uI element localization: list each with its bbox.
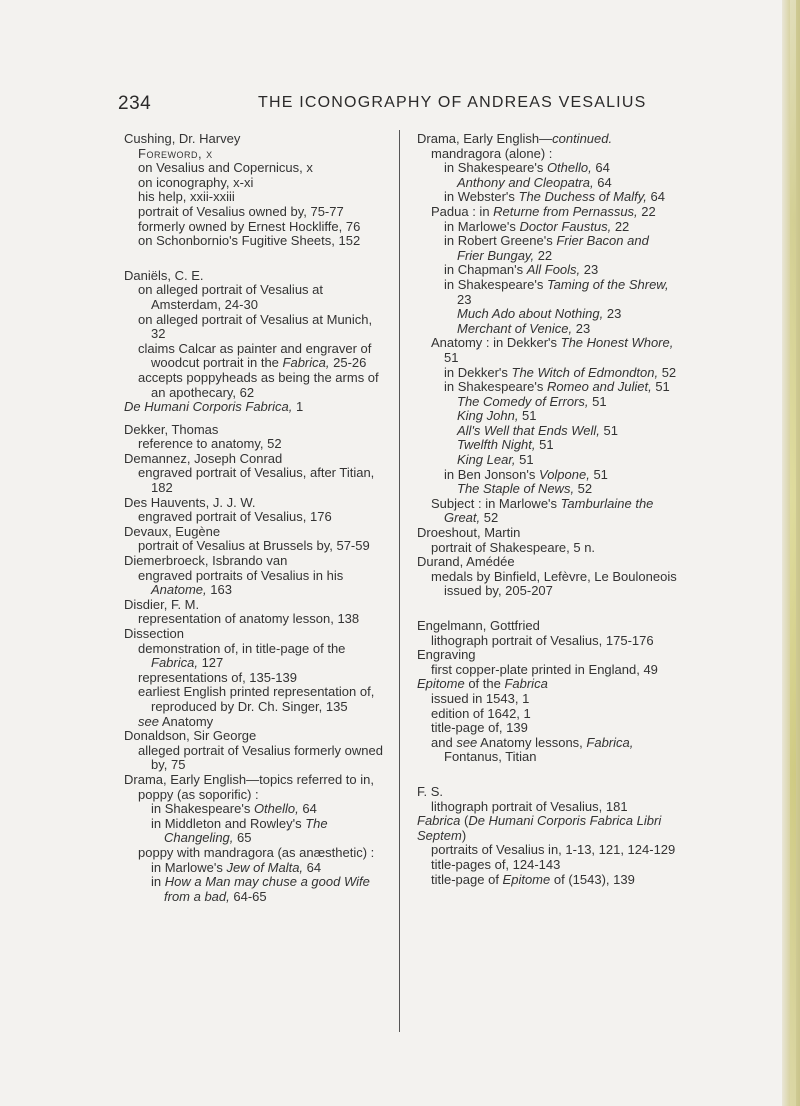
entry-text: earliest English printed representation of, reproduced by Dr. Ch. Singer, 135	[138, 684, 375, 714]
entry-text: 52	[658, 364, 677, 380]
index-subentry	[417, 366, 679, 381]
entry-text: his help, xxii-xxiii	[138, 189, 235, 205]
index-subentry	[124, 642, 386, 671]
index-heading	[124, 132, 386, 147]
entry-text: 52	[574, 481, 593, 497]
italic-text: All's Well that Ends Well,	[457, 422, 600, 438]
entry-text: Dekker, Thomas	[124, 421, 219, 437]
italic-text: Taming of the Shrew,	[546, 276, 669, 292]
entry-text: 51	[444, 349, 459, 365]
index-subentry	[417, 843, 679, 858]
index-subentry	[417, 497, 679, 526]
entry-text: in Marlowe's	[151, 859, 227, 875]
index-heading	[124, 423, 386, 438]
index-subentry	[124, 176, 386, 191]
index-heading	[124, 554, 386, 569]
index-heading	[417, 814, 679, 843]
italic-text: De Humani Corporis Fabrica,	[124, 399, 293, 415]
entry-text: Demannez, Joseph Conrad	[124, 450, 283, 466]
index-heading	[124, 773, 386, 788]
entry-text: on Schonbornio's Fugitive Sheets, 152	[138, 233, 361, 249]
entry-text: engraved portrait of Vesalius, 176	[138, 509, 332, 525]
entry-text: engraved portrait of Vesalius, after Titian, 182	[138, 465, 375, 496]
italic-text: Twelfth Night,	[457, 437, 536, 453]
entry-text: claims Calcar as painter and engraver of woodcut portrait in the	[138, 340, 372, 371]
entry-text: Donaldson, Sir George	[124, 728, 257, 744]
italic-text: Fabrica	[417, 813, 461, 829]
entry-text: Des Hauvents, J. J. W.	[124, 494, 256, 510]
entry-text: reference to anatomy, 52	[138, 436, 282, 452]
index-heading	[124, 598, 386, 613]
entry-text: 23	[457, 291, 472, 307]
entry-text: on iconography, x-xi	[138, 174, 254, 190]
entry-text: 64-65	[229, 888, 267, 904]
italic-text: Fabrica,	[151, 655, 198, 671]
index-heading	[124, 400, 386, 415]
index-subentry	[417, 161, 679, 176]
index-subentry	[417, 278, 679, 307]
index-subentry	[124, 313, 386, 342]
page-edge-stripe	[790, 0, 796, 1106]
index-subentry	[124, 817, 386, 846]
entry-text: Padua : in	[431, 203, 494, 219]
entry-text: portrait of Vesalius owned by, 75-77	[138, 203, 344, 219]
entry-text: title-page of	[431, 871, 503, 887]
index-subentry	[417, 380, 679, 395]
index-subentry	[124, 342, 386, 371]
index-heading	[417, 619, 679, 634]
entry-text: 52	[480, 510, 499, 526]
index-subentry	[124, 205, 386, 220]
index-heading	[417, 785, 679, 800]
entry-text: on alleged portrait of Vesalius at Amsterdam, 24-30	[138, 282, 324, 312]
entry-text: Foreword, x	[138, 145, 213, 161]
index-subentry	[417, 707, 679, 722]
italic-text: Volpone,	[539, 466, 590, 482]
entry-text: 51	[588, 393, 607, 409]
entry-text: 64	[591, 160, 610, 176]
entry-text: representations of, 135-139	[138, 669, 297, 685]
entry-text: issued in 1543, 1	[431, 690, 530, 706]
italic-text: Doctor Faustus,	[519, 218, 612, 234]
entry-text: in	[151, 874, 165, 890]
entry-text: 51	[599, 422, 618, 438]
entry-text: title-page of, 139	[431, 720, 528, 736]
index-subentry	[124, 234, 386, 249]
entry-text: in Shakespeare's	[151, 801, 254, 817]
entry-text: poppy (as soporific) :	[138, 786, 259, 802]
page-header	[118, 91, 758, 119]
index-subentry	[417, 692, 679, 707]
entry-text: Disdier, F. M.	[124, 596, 200, 612]
italic-text: Tamburlaine the Great,	[444, 495, 654, 526]
entry-text: 1	[292, 399, 304, 415]
index-subentry	[417, 395, 679, 410]
index-subentry	[124, 283, 386, 312]
entry-text: 65	[233, 830, 252, 846]
italic-text: Fabrica,	[586, 734, 634, 750]
index-subentry	[124, 715, 386, 730]
entry-text: Anatomy	[158, 713, 214, 729]
index-subentry	[417, 263, 679, 278]
index-subentry	[417, 438, 679, 453]
index-subentry	[124, 147, 386, 162]
index-subentry	[417, 858, 679, 873]
index-subentry	[417, 234, 679, 263]
entry-text: on alleged portrait of Vesalius at Munich, 32	[138, 311, 373, 342]
index-subentry	[124, 190, 386, 205]
entry-text: 25-26	[329, 355, 367, 371]
entry-text: Drama, Early English—topics referred to in,	[124, 771, 374, 787]
index-subentry	[124, 846, 386, 861]
page-number: 234	[118, 93, 152, 114]
index-subentry	[417, 176, 679, 191]
italic-text: Jew of Malta,	[226, 859, 304, 875]
entry-text: in Shakespeare's	[444, 276, 547, 292]
index-heading	[124, 452, 386, 467]
index-subentry	[124, 466, 386, 495]
italic-text: Fabrica	[504, 676, 548, 692]
italic-text: Othello,	[253, 801, 299, 817]
entry-text: Fontanus, Titian	[444, 749, 537, 765]
entry-text: of (1543), 139	[550, 871, 635, 887]
index-subentry	[124, 569, 386, 598]
index-subentry	[417, 424, 679, 439]
italic-text: Romeo and Juliet,	[546, 379, 652, 395]
index-subentry	[417, 468, 679, 483]
entry-text: 64	[303, 859, 322, 875]
entry-text: in Webster's	[444, 189, 519, 205]
index-heading	[124, 525, 386, 540]
entry-text: mandragora (alone) :	[431, 145, 553, 161]
entry-text: portraits of Vesalius in, 1-13, 121, 124-129	[431, 842, 676, 858]
italic-text: How a Man may chuse a good Wife from a bad,	[164, 874, 370, 904]
italic-text: Merchant of Venice,	[457, 320, 573, 336]
index-subentry	[124, 875, 386, 904]
entry-text: 22	[534, 247, 553, 263]
index-heading	[124, 627, 386, 642]
italic-text: Much Ado about Nothing,	[457, 306, 604, 322]
entry-text: 23	[603, 306, 622, 322]
entry-text: 163	[206, 582, 232, 598]
index-subentry	[417, 147, 679, 162]
index-column-right	[417, 132, 679, 887]
entry-text: F. S.	[417, 783, 444, 799]
index-subentry	[417, 482, 679, 497]
entry-text: Droeshout, Martin	[417, 525, 521, 541]
entry-text: Daniëls, C. E.	[124, 267, 204, 283]
italic-text: Epitome	[417, 676, 465, 692]
entry-text: )	[461, 827, 467, 843]
entry-text: Dissection	[124, 626, 184, 641]
italic-text: Anatome,	[151, 582, 207, 598]
italic-text: The Staple of News,	[457, 481, 575, 497]
entry-text: 51	[535, 437, 554, 453]
index-subentry	[417, 800, 679, 815]
entry-text: 64	[298, 801, 317, 817]
entry-text: medals by Binfield, Lefèvre, Le Bouloneois issued by, 205-207	[431, 568, 677, 599]
index-subentry	[124, 861, 386, 876]
entry-text: Anatomy : in Dekker's	[431, 335, 561, 351]
index-subentry	[417, 541, 679, 556]
entry-text: in Ben Jonson's	[444, 466, 539, 482]
italic-text: Anthony and Cleopatra,	[457, 174, 594, 190]
entry-text: lithograph portrait of Vesalius, 181	[431, 798, 628, 814]
entry-text: in Robert Greene's	[444, 233, 557, 249]
entry-text: 51	[515, 452, 534, 468]
entry-text: in Shakespeare's	[444, 160, 547, 176]
italic-text: Frier Bacon and Frier Bungay,	[457, 233, 649, 263]
entry-text: first copper-plate printed in England, 49	[431, 661, 658, 677]
index-heading	[417, 132, 679, 147]
italic-text: see	[138, 713, 159, 729]
italic-text: King Lear,	[457, 452, 516, 468]
column-divider	[399, 130, 400, 1032]
entry-text: 23	[580, 262, 599, 278]
italic-text: Fabrica,	[282, 355, 330, 371]
entry-text: 22	[637, 203, 656, 219]
index-subentry	[417, 634, 679, 649]
italic-text: The Witch of Edmondton,	[511, 364, 659, 380]
index-subentry	[417, 190, 679, 205]
italic-text: The Duchess of Malfy,	[518, 189, 647, 205]
index-subentry	[417, 307, 679, 322]
italic-text: The Comedy of Errors,	[457, 393, 589, 409]
italic-text: De Humani Corporis Fabrica Libri Septem	[417, 813, 662, 843]
index-subentry	[417, 409, 679, 424]
entry-text: Engelmann, Gottfried	[417, 618, 540, 633]
entry-text: on Vesalius and Copernicus, x	[138, 160, 313, 176]
index-subentry	[124, 685, 386, 714]
italic-text: continued.	[552, 131, 613, 146]
index-subentry	[124, 220, 386, 235]
entry-text: demonstration of, in title-page of the	[138, 640, 346, 656]
italic-text: The Changeling,	[164, 815, 328, 846]
italic-text: All Fools,	[526, 262, 581, 278]
entry-text: Drama, Early English—	[417, 131, 553, 146]
index-heading	[124, 496, 386, 511]
entry-text: 22	[611, 218, 630, 234]
entry-text: Durand, Amédée	[417, 554, 515, 570]
index-subentry	[124, 671, 386, 686]
entry-text: 51	[518, 408, 537, 424]
index-heading	[417, 526, 679, 541]
index-column-left	[124, 132, 386, 904]
entry-text: of the	[464, 676, 505, 692]
index-subentry	[124, 510, 386, 525]
index-subentry	[417, 205, 679, 220]
index-subentry	[124, 802, 386, 817]
entry-text: and	[431, 734, 457, 750]
entry-text: poppy with mandragora (as anæsthetic) :	[138, 844, 375, 860]
entry-text: Engraving	[417, 647, 476, 663]
entry-text: 64	[646, 189, 665, 205]
entry-text: 127	[197, 655, 224, 671]
running-title: THE ICONOGRAPHY OF ANDREAS VESALIUS	[258, 94, 647, 111]
index-subentry	[124, 539, 386, 554]
entry-text: Subject : in Marlowe's	[431, 495, 561, 511]
index-subentry	[124, 744, 386, 773]
index-subentry	[124, 161, 386, 176]
entry-text: 23	[572, 320, 591, 336]
entry-text: title-pages of, 124-143	[431, 856, 561, 872]
entry-text: engraved portraits of Vesalius in his	[138, 567, 344, 583]
index-heading	[124, 729, 386, 744]
index-subentry	[417, 453, 679, 468]
entry-text: portrait of Vesalius at Brussels by, 57-59	[138, 538, 370, 554]
index-subentry	[417, 322, 679, 337]
entry-text: representation of anatomy lesson, 138	[138, 611, 360, 627]
entry-text: in Marlowe's	[444, 218, 520, 234]
entry-text: Diemerbroeck, Isbrando van	[124, 553, 288, 569]
entry-text: lithograph portrait of Vesalius, 175-176	[431, 632, 654, 648]
index-heading	[417, 555, 679, 570]
entry-text: in Dekker's	[444, 364, 512, 380]
index-subentry	[417, 336, 679, 365]
entry-text: formerly owned by Ernest Hockliffe, 76	[138, 218, 361, 234]
index-subentry	[124, 371, 386, 400]
entry-text: in Middleton and Rowley's	[151, 815, 306, 831]
index-subentry	[124, 437, 386, 452]
index-heading	[417, 648, 679, 663]
index-subentry	[124, 788, 386, 803]
entry-text: in Chapman's	[444, 262, 527, 278]
index-subentry	[417, 736, 679, 765]
index-subentry	[124, 612, 386, 627]
italic-text: Returne from Pernassus,	[493, 203, 638, 219]
index-subentry	[417, 663, 679, 678]
index-subentry	[417, 721, 679, 736]
entry-text: Anatomy lessons,	[477, 734, 587, 750]
entry-text: alleged portrait of Vesalius formerly owned by, 75	[138, 742, 383, 773]
index-subentry	[417, 220, 679, 235]
entry-text: Devaux, Eugène	[124, 523, 221, 539]
entry-text: portrait of Shakespeare, 5 n.	[431, 539, 596, 555]
index-subentry	[417, 873, 679, 888]
entry-text: in Shakespeare's	[444, 379, 547, 395]
index-heading	[124, 269, 386, 284]
entry-text: 51	[589, 466, 608, 482]
italic-text: see	[456, 734, 478, 750]
italic-text: The Honest Whore,	[560, 335, 674, 351]
italic-text: Epitome	[502, 871, 551, 887]
entry-text: accepts poppyheads as being the arms of an apothecary, 62	[138, 369, 379, 400]
index-heading	[417, 677, 679, 692]
entry-text: (	[460, 813, 469, 829]
index-subentry	[417, 570, 679, 599]
italic-text: Othello,	[546, 160, 592, 176]
entry-text: 51	[651, 379, 670, 395]
entry-text: Cushing, Dr. Harvey	[124, 131, 241, 146]
italic-text: King John,	[457, 408, 519, 424]
entry-text: 64	[593, 174, 612, 190]
entry-text: edition of 1642, 1	[431, 705, 531, 721]
